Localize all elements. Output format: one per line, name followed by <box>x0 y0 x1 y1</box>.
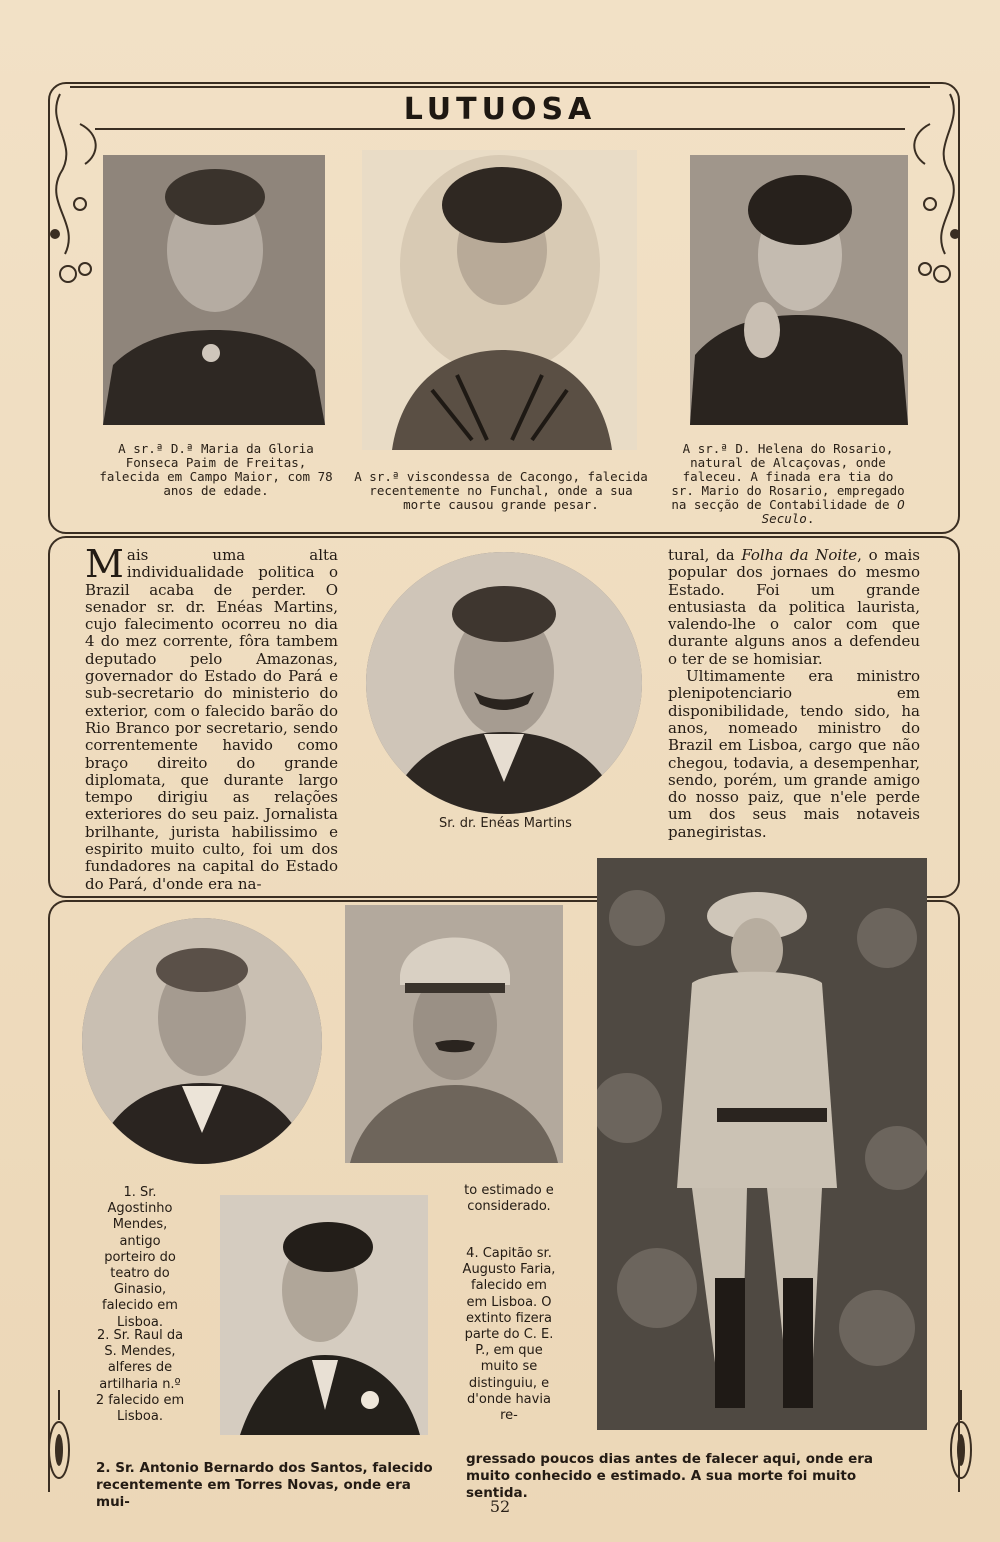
caption-foot-continuation: gressado poucos dias antes de falecer aqui, onde era muito conhecido e estimado. A sua morte foi muito sentida. <box>466 1451 874 1501</box>
portrait-raul-mendes <box>220 1195 428 1435</box>
obituary-text-right-post: , o mais popular dos jornaes do mesmo Estado. Foi um grande entusiasta da politica laurista, valendo-lhe o calor com que durante alguns anos a defendeu o ter de se homisiar. <box>668 546 920 668</box>
caption-antonio-bernardo-dos-santos: 2. Sr. Antonio Bernardo dos Santos, falecido recentemente em Torres Novas, onde era mui- <box>96 1460 433 1510</box>
caption-agostinho-mendes: 1. Sr. Agostinho Mendes, antigo porteiro do teatro do Ginasio, falecido em Lisboa. <box>102 1185 178 1330</box>
caption-augusto-faria: 4. Capitão sr. Augusto Faria, falecido em em Lisboa. O extinto fizera parte do C. E. P., em que muito se distinguiu, e d'onde havia re- <box>462 1246 556 1424</box>
title-banner-top-line <box>70 86 930 88</box>
pendant-ornament-right-icon <box>946 1390 976 1490</box>
page-number: 52 <box>489 1497 511 1516</box>
caption-continuation-col2: to estimado e considerado. <box>464 1183 554 1215</box>
obituary-text-right-column <box>668 547 920 841</box>
obituary-text-right-paragraph-2: Ultimamente era ministro plenipotenciario em disponibilidade, tendo sido, ha anos, nomeado ministro do Brazil em Lisboa, cargo que não chegou, todavia, a desempenhar, sendo, porém, um grande amigo do nosso paiz, que n'ele perde um dos seus mais notaveis panegiristas. <box>668 667 920 841</box>
caption-helena-do-rosario: A sr.ª D. Helena do Rosario, natural de Alcaçovas, onde faleceu. A finada era tia do sr. Mario do Rosario, empregado na secção de Contabilidade de O Seculo. <box>671 441 905 526</box>
portrait-eneas-martins <box>366 552 642 814</box>
obituary-text-right-pre: tural, da <box>668 546 742 564</box>
obituary-text-left-column <box>85 542 338 893</box>
dropcap-letter: M <box>85 542 124 586</box>
pendant-ornament-left-icon <box>44 1390 74 1490</box>
floral-ornament-right-icon <box>900 84 970 284</box>
portrait-viscondessa-de-cacongo <box>362 150 637 450</box>
portrait-officer-in-cap <box>345 905 563 1163</box>
caption-raul-mendes: 2. Sr. Raul da S. Mendes, alferes de artilharia n.º 2 falecido em Lisboa. <box>95 1328 185 1425</box>
floral-ornament-left-icon <box>40 84 110 284</box>
caption-viscondessa-de-cacongo: A sr.ª viscondessa de Cacongo, falecida recentemente no Funchal, onde a sua morte causou grande pesar. <box>354 469 648 512</box>
page-title: LUTUOSA <box>403 92 597 127</box>
portrait-augusto-faria <box>597 858 927 1430</box>
portrait-helena-do-rosario <box>690 155 908 425</box>
obituary-text-left: ais uma alta individualidade politica o Brazil acaba de perder. O senador sr. dr. Enéas Martins, cujo falecimento ocorreu no dia 4 do mez corrente, fôra tambem deputado pelo Amazonas, governador do Estado do Pará e sub-secretario do ministerio do exterior, com o falecido barão do Rio Branco por secretario, sendo correntemente havido como braço direito do grande diplomata, que durante largo tempo dirigiu as relações exteriores do seu paiz. Jornalista brilhante, jurista habilissimo e espirito muito culto, foi um dos fundadores na capital do Estado do Pará, d'onde era na- <box>85 546 338 893</box>
title-banner-bottom-line <box>95 128 905 130</box>
newspaper-name: Folha da Noite <box>741 546 858 564</box>
caption-eneas-martins: Sr. dr. Enéas Martins <box>439 816 572 831</box>
portrait-maria-da-gloria <box>103 155 325 425</box>
portrait-agostinho-mendes <box>82 918 322 1164</box>
caption-maria-da-gloria: A sr.ª D.ª Maria da Gloria Fonseca Paim de Freitas, falecida em Campo Maior, com 78 anos de edade. <box>99 441 333 498</box>
